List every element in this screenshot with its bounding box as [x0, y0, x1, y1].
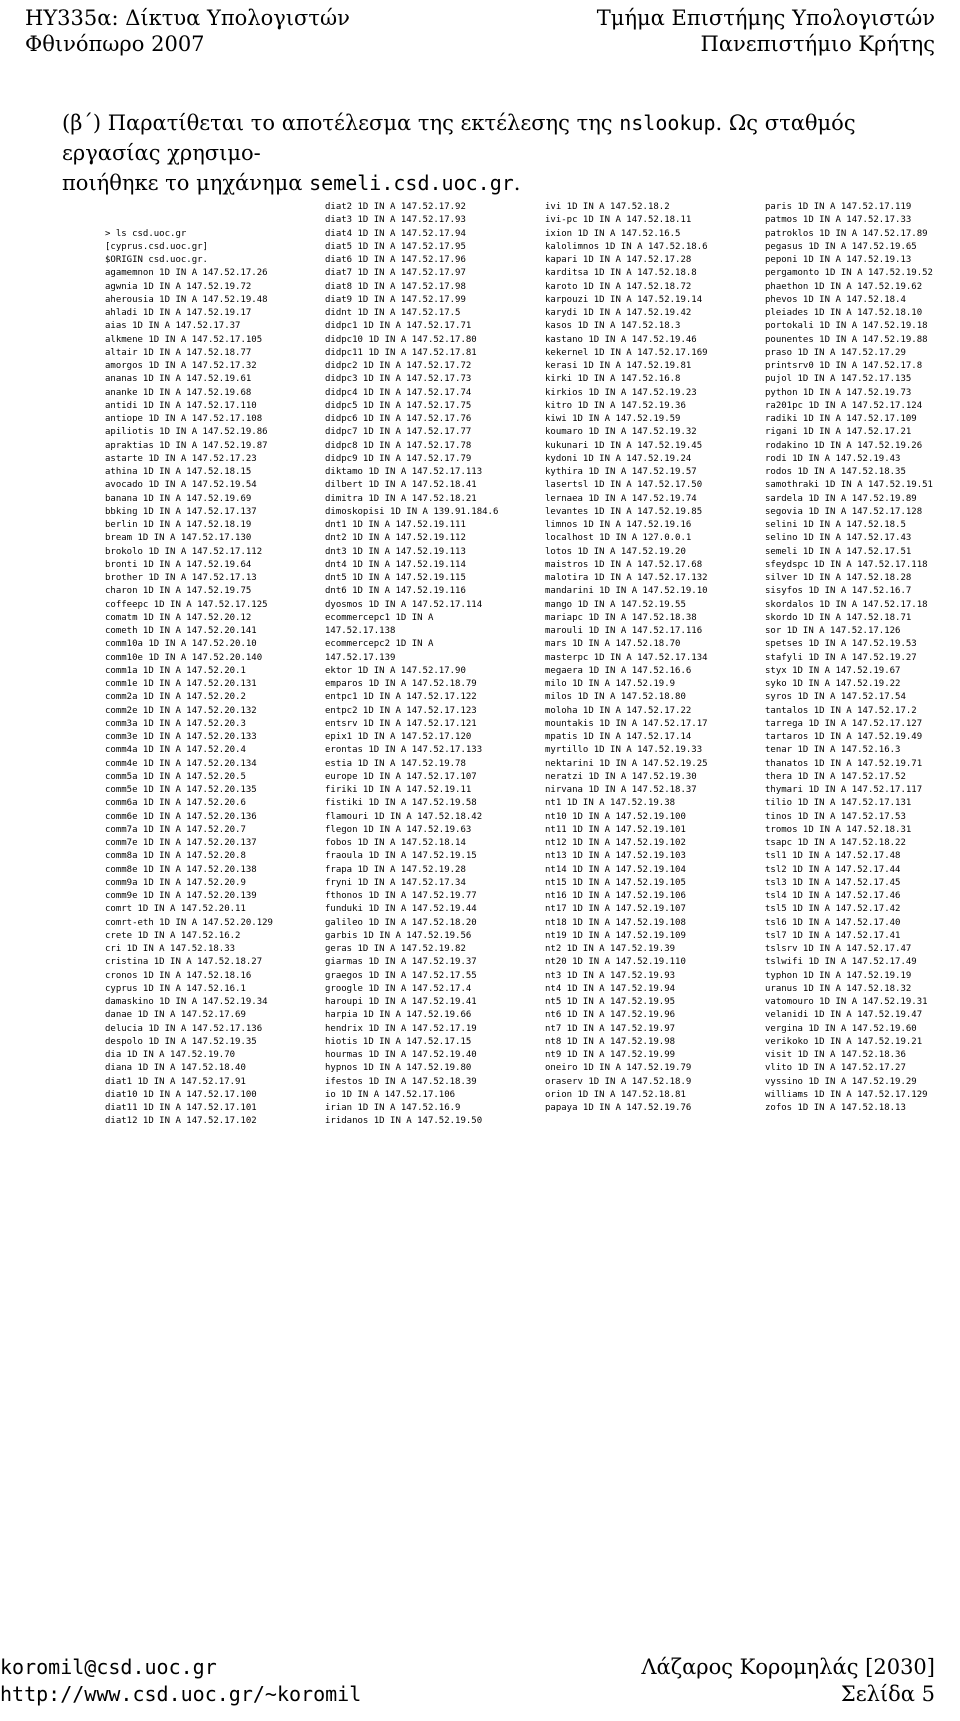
dns-record-line: mountakis 1D IN A 147.52.17.17 — [545, 718, 708, 729]
dns-record-line: thymari 1D IN A 147.52.17.117 — [765, 785, 923, 795]
page-header-left — [25, 5, 350, 57]
dns-record-line: comm8e 1D IN A 147.52.20.138 — [105, 864, 257, 875]
dns-record-line: dnt3 1D IN A 147.52.19.113 — [325, 546, 466, 557]
dns-record-line: nt1 1D IN A 147.52.19.38 — [545, 798, 676, 809]
dns-record-line: marouli 1D IN A 147.52.17.116 — [545, 626, 703, 636]
dns-record-line: maistros 1D IN A 147.52.17.68 — [545, 559, 703, 570]
dns-record-line: papaya 1D IN A 147.52.19.76 — [545, 1103, 692, 1113]
dns-record-line: portokali 1D IN A 147.52.19.18 — [765, 321, 928, 332]
dns-record-line: ahladi 1D IN A 147.52.19.17 — [105, 308, 252, 318]
dns-record-line: charon 1D IN A 147.52.19.75 — [105, 586, 252, 597]
dns-record-line: fthonos 1D IN A 147.52.19.77 — [325, 891, 477, 901]
dns-record-line: nirvana 1D IN A 147.52.18.37 — [545, 785, 697, 795]
dns-record-line: didpc4 1D IN A 147.52.17.74 — [325, 387, 472, 398]
dns-record-line: localhost 1D IN A 127.0.0.1 — [545, 533, 692, 544]
dns-record-line: comm1a 1D IN A 147.52.20.1 — [105, 665, 246, 676]
dns-record-line: didpc7 1D IN A 147.52.17.77 — [325, 427, 472, 438]
dns-record-line: dnt1 1D IN A 147.52.19.111 — [325, 520, 466, 530]
dns-record-line: garbis 1D IN A 147.52.19.56 — [325, 930, 472, 941]
dns-record-line: kiwi 1D IN A 147.52.19.59 — [545, 414, 681, 424]
dns-record-line: cometh 1D IN A 147.52.20.141 — [105, 626, 257, 636]
dns-record-line: brokolo 1D IN A 147.52.17.112 — [105, 546, 263, 557]
dns-record-line: apiliotis 1D IN A 147.52.19.86 — [105, 427, 268, 438]
dns-record-line: pounentes 1D IN A 147.52.19.88 — [765, 334, 928, 345]
dns-record-line: sfeydspc 1D IN A 147.52.17.118 — [765, 559, 928, 570]
dns-record-line: thera 1D IN A 147.52.17.52 — [765, 771, 906, 782]
semester: Φθινόπωρο 2007 — [25, 32, 205, 56]
dns-record-line: haroupi 1D IN A 147.52.19.41 — [325, 997, 477, 1007]
dns-record-line: kukunari 1D IN A 147.52.19.45 — [545, 440, 703, 451]
dns-record-line: milos 1D IN A 147.52.18.80 — [545, 692, 686, 703]
dns-record-line: skordalos 1D IN A 147.52.17.18 — [765, 599, 928, 610]
dns-record-line: diat4 1D IN A 147.52.17.94 — [325, 228, 466, 239]
listing-column-2 — [325, 201, 540, 1129]
dns-record-line: paris 1D IN A 147.52.17.119 — [765, 202, 912, 212]
dns-record-line: cri 1D IN A 147.52.18.33 — [105, 944, 236, 954]
dns-record-line: tilio 1D IN A 147.52.17.131 — [765, 798, 912, 809]
dns-record-line: thanatos 1D IN A 147.52.19.71 — [765, 758, 923, 769]
dns-record-line: harpia 1D IN A 147.52.19.66 — [325, 1010, 472, 1021]
intro-text-4: . — [513, 171, 521, 195]
dns-record-line: cyprus 1D IN A 147.52.16.1 — [105, 983, 246, 994]
dns-record-line: semeli 1D IN A 147.52.17.51 — [765, 546, 912, 557]
intro-paragraph — [62, 108, 922, 198]
dns-record-line: giarmas 1D IN A 147.52.19.37 — [325, 957, 477, 968]
dns-record-line: moloha 1D IN A 147.52.17.22 — [545, 705, 692, 716]
dns-record-line: bronti 1D IN A 147.52.19.64 — [105, 559, 252, 570]
dns-record-line: firiki 1D IN A 147.52.19.11 — [325, 785, 472, 795]
dns-record-line: groogle 1D IN A 147.52.17.4 — [325, 983, 472, 994]
dns-record-line: diat12 1D IN A 147.52.17.102 — [105, 1116, 257, 1127]
dns-record-line: entsrv 1D IN A 147.52.17.121 — [325, 718, 477, 729]
dns-record-line: comm3e 1D IN A 147.52.20.133 — [105, 732, 257, 742]
dns-record-line: nt2 1D IN A 147.52.19.39 — [545, 944, 676, 954]
dns-record-line: levantes 1D IN A 147.52.19.85 — [545, 506, 703, 517]
dns-record-line: nt4 1D IN A 147.52.19.94 — [545, 983, 676, 994]
dns-record-line: visit 1D IN A 147.52.18.36 — [765, 1050, 906, 1060]
dns-record-line: verikoko 1D IN A 147.52.19.21 — [765, 1036, 923, 1047]
dns-record-line: vergina 1D IN A 147.52.19.60 — [765, 1023, 917, 1034]
dns-record-line: styx 1D IN A 147.52.19.67 — [765, 665, 901, 676]
page-header-right — [597, 5, 935, 57]
dns-record-line: didpc1 1D IN A 147.52.17.71 — [325, 321, 472, 332]
dns-record-line: rodos 1D IN A 147.52.18.35 — [765, 467, 906, 477]
dns-record-line: dia 1D IN A 147.52.19.70 — [105, 1050, 236, 1060]
intro-text-3: ποιήθηκε το μηχάνημα — [62, 171, 310, 195]
dns-record-line: irian 1D IN A 147.52.16.9 — [325, 1103, 461, 1113]
dns-record-line: diat8 1D IN A 147.52.17.98 — [325, 281, 466, 292]
course-title: ΗΥ335α: Δίκτυα Υπολογιστών — [25, 6, 350, 30]
dns-record-line: mariapc 1D IN A 147.52.18.38 — [545, 612, 697, 623]
dns-record-line: oneiro 1D IN A 147.52.19.79 — [545, 1063, 692, 1074]
dns-record-line: patmos 1D IN A 147.52.17.33 — [765, 215, 912, 226]
dns-record-line: oraserv 1D IN A 147.52.18.9 — [545, 1076, 692, 1087]
dns-record-line: mandarini 1D IN A 147.52.19.10 — [545, 586, 708, 597]
dns-record-line: estia 1D IN A 147.52.19.78 — [325, 758, 466, 769]
dns-record-line: banana 1D IN A 147.52.19.69 — [105, 493, 252, 504]
dns-record-line: dnt4 1D IN A 147.52.19.114 — [325, 559, 466, 570]
dns-record-line: nt12 1D IN A 147.52.19.102 — [545, 838, 686, 848]
dns-record-line: pegasus 1D IN A 147.52.19.65 — [765, 241, 917, 252]
dns-record-line: fraoula 1D IN A 147.52.19.15 — [325, 851, 477, 862]
dns-record-line: diat2 1D IN A 147.52.17.92 — [325, 202, 466, 212]
dns-record-line: printsrv0 1D IN A 147.52.17.8 — [765, 361, 923, 371]
dns-record-line: samothraki 1D IN A 147.52.19.51 — [765, 480, 933, 491]
dns-record-line: nt20 1D IN A 147.52.19.110 — [545, 957, 686, 968]
dns-record-line: tsapc 1D IN A 147.52.18.22 — [765, 838, 906, 848]
dns-record-line: europe 1D IN A 147.52.17.107 — [325, 771, 477, 782]
dns-record-line: myrtillo 1D IN A 147.52.19.33 — [545, 745, 703, 756]
dns-record-line: karydi 1D IN A 147.52.19.42 — [545, 308, 692, 318]
dns-record-line: velanidi 1D IN A 147.52.19.47 — [765, 1010, 923, 1021]
dns-record-line: bbking 1D IN A 147.52.17.137 — [105, 506, 257, 517]
dns-record-line: tsl1 1D IN A 147.52.17.48 — [765, 851, 901, 862]
dns-record-line: tsl4 1D IN A 147.52.17.46 — [765, 891, 901, 901]
dns-record-line: epix1 1D IN A 147.52.17.120 — [325, 732, 472, 742]
dns-record-line: cronos 1D IN A 147.52.18.16 — [105, 970, 252, 981]
dns-record-line: brother 1D IN A 147.52.17.13 — [105, 573, 257, 583]
dns-record-line: kapari 1D IN A 147.52.17.28 — [545, 255, 692, 265]
dns-record-line: karditsa 1D IN A 147.52.18.8 — [545, 268, 697, 279]
dns-record-line: didpc9 1D IN A 147.52.17.79 — [325, 453, 472, 464]
dns-record-line: kydoni 1D IN A 147.52.19.24 — [545, 453, 692, 464]
dns-record-line: 147.52.17.139 — [325, 652, 396, 663]
dns-record-line: sisyfos 1D IN A 147.52.16.7 — [765, 586, 912, 597]
dns-record-line: dilbert 1D IN A 147.52.18.41 — [325, 480, 477, 491]
dns-record-line: comm5e 1D IN A 147.52.20.135 — [105, 785, 257, 795]
intro-text-2: . Ως σταθμός εργασίας χρησιμο- — [62, 111, 856, 165]
dns-record-line: lotos 1D IN A 147.52.19.20 — [545, 546, 686, 557]
dns-record-line: sor 1D IN A 147.52.17.126 — [765, 626, 901, 636]
dns-record-line: iridanos 1D IN A 147.52.19.50 — [325, 1116, 483, 1127]
dns-record-line: comm10a 1D IN A 147.52.20.10 — [105, 639, 257, 650]
dns-record-line: diana 1D IN A 147.52.18.40 — [105, 1063, 246, 1074]
dns-record-line: tantalos 1D IN A 147.52.17.2 — [765, 705, 917, 716]
dns-record-line: ifestos 1D IN A 147.52.18.39 — [325, 1076, 477, 1087]
dns-record-line: comm4e 1D IN A 147.52.20.134 — [105, 758, 257, 769]
dns-record-line: zofos 1D IN A 147.52.18.13 — [765, 1103, 906, 1113]
dns-record-line: comm10e 1D IN A 147.52.20.140 — [105, 652, 263, 663]
dns-record-line: peponi 1D IN A 147.52.19.13 — [765, 255, 912, 265]
dns-record-line: aherousia 1D IN A 147.52.19.48 — [105, 294, 268, 305]
listing-column-4 — [765, 201, 955, 1115]
dns-record-line: didpc8 1D IN A 147.52.17.78 — [325, 440, 472, 451]
dns-record-line: hourmas 1D IN A 147.52.19.40 — [325, 1050, 477, 1060]
dns-record-line: dnt5 1D IN A 147.52.19.115 — [325, 573, 466, 583]
dns-record-line: patroklos 1D IN A 147.52.17.89 — [765, 228, 928, 239]
dns-record-line: phaethon 1D IN A 147.52.19.62 — [765, 281, 923, 292]
dns-record-line: mango 1D IN A 147.52.19.55 — [545, 599, 686, 610]
dns-record-line: alkmene 1D IN A 147.52.17.105 — [105, 334, 263, 345]
dns-record-line: diat9 1D IN A 147.52.17.99 — [325, 294, 466, 305]
dns-record-line: comm7e 1D IN A 147.52.20.137 — [105, 838, 257, 848]
dns-record-line: pleiades 1D IN A 147.52.18.10 — [765, 308, 923, 318]
dns-record-line: erontas 1D IN A 147.52.17.133 — [325, 745, 483, 756]
dns-record-line: rodi 1D IN A 147.52.19.43 — [765, 453, 901, 464]
dns-record-line: kirki 1D IN A 147.52.16.8 — [545, 374, 681, 385]
dns-record-line: comm8a 1D IN A 147.52.20.8 — [105, 851, 246, 862]
dns-record-line: damaskino 1D IN A 147.52.19.34 — [105, 997, 268, 1007]
dns-record-line: antidi 1D IN A 147.52.17.110 — [105, 400, 257, 411]
listing-column-1 — [105, 228, 320, 1129]
dns-record-line: nt18 1D IN A 147.52.19.108 — [545, 917, 686, 928]
dns-record-line: didpc6 1D IN A 147.52.17.76 — [325, 414, 472, 424]
dns-record-line: silver 1D IN A 147.52.18.28 — [765, 573, 912, 583]
dns-record-line: emparos 1D IN A 147.52.18.79 — [325, 679, 477, 689]
dns-record-line: > ls csd.uoc.gr — [105, 228, 187, 239]
dns-record-line: altair 1D IN A 147.52.18.77 — [105, 347, 252, 358]
dns-record-line: nt15 1D IN A 147.52.19.105 — [545, 877, 686, 888]
dns-record-line: didpc5 1D IN A 147.52.17.75 — [325, 400, 472, 411]
dns-record-line: phevos 1D IN A 147.52.18.4 — [765, 294, 906, 305]
dns-record-line: nt11 1D IN A 147.52.19.101 — [545, 824, 686, 835]
dns-record-line: selini 1D IN A 147.52.18.5 — [765, 520, 906, 530]
dns-record-line: stafyli 1D IN A 147.52.19.27 — [765, 652, 917, 663]
dns-record-line: tsl5 1D IN A 147.52.17.42 — [765, 904, 901, 915]
dns-record-line: fobos 1D IN A 147.52.18.14 — [325, 838, 466, 848]
dns-record-line: uranus 1D IN A 147.52.18.32 — [765, 983, 912, 994]
dns-record-line: vyssino 1D IN A 147.52.19.29 — [765, 1076, 917, 1087]
page-footer-left — [0, 1654, 361, 1708]
dns-record-line: kekernel 1D IN A 147.52.17.169 — [545, 347, 708, 358]
dns-record-line: kasos 1D IN A 147.52.18.3 — [545, 321, 681, 332]
dns-record-line: geras 1D IN A 147.52.19.82 — [325, 944, 466, 954]
dns-record-line: diat6 1D IN A 147.52.17.96 — [325, 255, 466, 265]
dns-record-line: bream 1D IN A 147.52.17.130 — [105, 533, 252, 544]
dns-record-line: io 1D IN A 147.52.17.106 — [325, 1089, 456, 1100]
host-name: semeli.csd.uoc.gr — [309, 171, 514, 195]
dns-record-line: ananas 1D IN A 147.52.19.61 — [105, 374, 252, 385]
dns-record-line: delucia 1D IN A 147.52.17.136 — [105, 1023, 263, 1034]
dns-record-line: sardela 1D IN A 147.52.19.89 — [765, 493, 917, 504]
dns-record-line: ixion 1D IN A 147.52.16.5 — [545, 228, 681, 239]
page-number: Σελίδα 5 — [840, 1682, 935, 1706]
dns-record-line: neratzi 1D IN A 147.52.19.30 — [545, 771, 697, 782]
university: Πανεπιστήμιο Κρήτης — [700, 32, 935, 56]
dns-record-line: comatm 1D IN A 147.52.20.12 — [105, 612, 252, 623]
dns-record-line: fryni 1D IN A 147.52.17.34 — [325, 877, 466, 888]
dns-record-line: syko 1D IN A 147.52.19.22 — [765, 679, 901, 689]
listing-column-3 — [545, 201, 760, 1115]
dns-record-line: nt19 1D IN A 147.52.19.109 — [545, 930, 686, 941]
dns-record-line: tslwifi 1D IN A 147.52.17.49 — [765, 957, 917, 968]
dns-record-line: selino 1D IN A 147.52.17.43 — [765, 533, 912, 544]
dns-record-line: diktamo 1D IN A 147.52.17.113 — [325, 467, 483, 477]
dns-record-line: praso 1D IN A 147.52.17.29 — [765, 347, 906, 358]
dns-record-line: vlito 1D IN A 147.52.17.27 — [765, 1063, 906, 1074]
dns-record-line: diat11 1D IN A 147.52.17.101 — [105, 1103, 257, 1113]
dns-record-line: kastano 1D IN A 147.52.19.46 — [545, 334, 697, 345]
dns-record-line: kitro 1D IN A 147.52.19.36 — [545, 400, 686, 411]
dns-record-line: antiope 1D IN A 147.52.17.108 — [105, 414, 263, 424]
dns-record-line: dimoskopisi 1D IN A 139.91.184.6 — [325, 506, 499, 517]
dns-record-line: diat7 1D IN A 147.52.17.97 — [325, 268, 466, 279]
dns-record-line: dnt6 1D IN A 147.52.19.116 — [325, 586, 466, 597]
dns-record-line: pergamonto 1D IN A 147.52.19.52 — [765, 268, 933, 279]
dns-record-line: aias 1D IN A 147.52.17.37 — [105, 321, 241, 332]
dns-record-line: comm6a 1D IN A 147.52.20.6 — [105, 798, 246, 809]
dns-record-line: tsl2 1D IN A 147.52.17.44 — [765, 864, 901, 875]
dns-record-line: agwnia 1D IN A 147.52.19.72 — [105, 281, 252, 292]
dns-record-line: tsl6 1D IN A 147.52.17.40 — [765, 917, 901, 928]
dns-record-line: didpc3 1D IN A 147.52.17.73 — [325, 374, 472, 385]
dns-record-line: tsl3 1D IN A 147.52.17.45 — [765, 877, 901, 888]
dns-record-line: comm2a 1D IN A 147.52.20.2 — [105, 692, 246, 703]
dns-record-line: nt9 1D IN A 147.52.19.99 — [545, 1050, 676, 1060]
dns-record-line: karpouzi 1D IN A 147.52.19.14 — [545, 294, 703, 305]
dns-record-line: agamemnon 1D IN A 147.52.17.26 — [105, 268, 268, 279]
dns-record-line: tenar 1D IN A 147.52.16.3 — [765, 745, 901, 756]
dns-record-line: nt7 1D IN A 147.52.19.97 — [545, 1023, 676, 1034]
dns-record-line: radiki 1D IN A 147.52.17.109 — [765, 414, 917, 424]
dns-record-line: diat3 1D IN A 147.52.17.93 — [325, 215, 466, 226]
dns-record-line: amorgos 1D IN A 147.52.17.32 — [105, 361, 257, 371]
dns-record-line: ananke 1D IN A 147.52.19.68 — [105, 387, 252, 398]
dns-record-line: tromos 1D IN A 147.52.18.31 — [765, 824, 912, 835]
page-footer-right — [641, 1654, 935, 1708]
command-name: nslookup — [619, 111, 716, 135]
dns-record-line: comm3a 1D IN A 147.52.20.3 — [105, 718, 246, 729]
dns-record-line: ivi 1D IN A 147.52.18.2 — [545, 202, 670, 212]
dns-record-line: athina 1D IN A 147.52.18.15 — [105, 467, 252, 477]
dns-record-line: mars 1D IN A 147.52.18.70 — [545, 639, 681, 650]
dns-record-line: nt3 1D IN A 147.52.19.93 — [545, 970, 676, 981]
dns-record-line: skordo 1D IN A 147.52.18.71 — [765, 612, 912, 623]
dns-record-line: kerasi 1D IN A 147.52.19.81 — [545, 361, 692, 371]
dns-record-line: comm1e 1D IN A 147.52.20.131 — [105, 679, 257, 689]
dns-record-line: comm9a 1D IN A 147.52.20.9 — [105, 877, 246, 888]
dns-record-line: [cyprus.csd.uoc.gr] — [105, 241, 208, 252]
dns-record-line: flegon 1D IN A 147.52.19.63 — [325, 824, 472, 835]
dns-record-line: tinos 1D IN A 147.52.17.53 — [765, 811, 906, 822]
dns-record-line: ecommercepc1 1D IN A — [325, 612, 434, 623]
dns-record-line: comrt 1D IN A 147.52.20.11 — [105, 904, 246, 915]
author-email: koromil@csd.uoc.gr — [0, 1655, 217, 1679]
dns-record-line: nt5 1D IN A 147.52.19.95 — [545, 997, 676, 1007]
dns-record-line: comrt-eth 1D IN A 147.52.20.129 — [105, 917, 273, 928]
dns-record-line: comm7a 1D IN A 147.52.20.7 — [105, 824, 246, 835]
dns-record-line: astarte 1D IN A 147.52.17.23 — [105, 453, 257, 464]
dns-record-line: python 1D IN A 147.52.19.73 — [765, 387, 912, 398]
dns-record-line: ektor 1D IN A 147.52.17.90 — [325, 665, 466, 676]
dns-record-line: tslsrv 1D IN A 147.52.17.47 — [765, 944, 912, 954]
author-url: http://www.csd.uoc.gr/~koromil — [0, 1682, 362, 1706]
dns-record-line: ra201pc 1D IN A 147.52.17.124 — [765, 400, 923, 411]
dns-record-line: limnos 1D IN A 147.52.19.16 — [545, 520, 692, 530]
dns-record-line: nt16 1D IN A 147.52.19.106 — [545, 891, 686, 901]
dns-record-line: 147.52.17.138 — [325, 626, 396, 636]
dns-record-line: nt6 1D IN A 147.52.19.96 — [545, 1010, 676, 1021]
dns-record-line: comm4a 1D IN A 147.52.20.4 — [105, 745, 246, 756]
department: Τμήμα Επιστήμης Υπολογιστών — [596, 6, 935, 30]
dns-record-line: avocado 1D IN A 147.52.19.54 — [105, 480, 257, 491]
dns-record-line: berlin 1D IN A 147.52.18.19 — [105, 520, 252, 530]
dns-record-line: malotira 1D IN A 147.52.17.132 — [545, 573, 708, 583]
dns-record-line: masterpc 1D IN A 147.52.17.134 — [545, 652, 708, 663]
dns-record-line: tarrega 1D IN A 147.52.17.127 — [765, 718, 923, 729]
dns-record-line: kythira 1D IN A 147.52.19.57 — [545, 467, 697, 477]
dns-record-line: apraktias 1D IN A 147.52.19.87 — [105, 440, 268, 451]
dns-record-line: mpatis 1D IN A 147.52.17.14 — [545, 732, 692, 742]
dns-record-line: dyosmos 1D IN A 147.52.17.114 — [325, 599, 483, 610]
dns-record-line: typhon 1D IN A 147.52.19.19 — [765, 970, 912, 981]
dns-record-line: karoto 1D IN A 147.52.18.72 — [545, 281, 692, 292]
dns-record-line: nt14 1D IN A 147.52.19.104 — [545, 864, 686, 875]
dns-record-line: pujol 1D IN A 147.52.17.135 — [765, 374, 912, 385]
dns-record-line: coffeepc 1D IN A 147.52.17.125 — [105, 599, 268, 610]
dns-record-line: funduki 1D IN A 147.52.19.44 — [325, 904, 477, 915]
dns-record-line: nt8 1D IN A 147.52.19.98 — [545, 1036, 676, 1047]
intro-text-1: (β΄) Παρατίθεται το αποτέλεσμα της εκτέλεσης της — [62, 111, 620, 135]
dns-record-line: kirkios 1D IN A 147.52.19.23 — [545, 387, 697, 398]
dns-record-line: dimitra 1D IN A 147.52.18.21 — [325, 493, 477, 504]
dns-record-line: milo 1D IN A 147.52.19.9 — [545, 679, 676, 689]
dns-record-line: lernaea 1D IN A 147.52.19.74 — [545, 493, 697, 504]
dns-record-line: orion 1D IN A 147.52.18.81 — [545, 1089, 686, 1100]
dns-record-line: crete 1D IN A 147.52.16.2 — [105, 930, 241, 941]
dns-record-line: $ORIGIN csd.uoc.gr. — [105, 255, 208, 265]
dns-record-line: comm5a 1D IN A 147.52.20.5 — [105, 771, 246, 782]
dns-record-line: segovia 1D IN A 147.52.17.128 — [765, 506, 923, 517]
dns-record-line: entpc1 1D IN A 147.52.17.122 — [325, 692, 477, 703]
dns-record-line: entpc2 1D IN A 147.52.17.123 — [325, 705, 477, 716]
dns-record-line: diat10 1D IN A 147.52.17.100 — [105, 1089, 257, 1100]
dns-record-line: koumaro 1D IN A 147.52.19.32 — [545, 427, 697, 438]
dns-record-line: didnt 1D IN A 147.52.17.5 — [325, 308, 461, 318]
dns-record-line: dnt2 1D IN A 147.52.19.112 — [325, 533, 466, 544]
dns-record-line: hypnos 1D IN A 147.52.19.80 — [325, 1063, 472, 1074]
dns-record-line: nektarini 1D IN A 147.52.19.25 — [545, 758, 708, 769]
dns-record-line: vatomouro 1D IN A 147.52.19.31 — [765, 997, 928, 1007]
dns-record-line: megaera 1D IN A 147.52.16.6 — [545, 665, 692, 676]
author-name: Λάζαρος Κορομηλάς [2030] — [641, 1655, 935, 1679]
dns-record-line: hendrix 1D IN A 147.52.17.19 — [325, 1023, 477, 1034]
dns-record-line: rodakino 1D IN A 147.52.19.26 — [765, 440, 923, 451]
dns-record-line: despolo 1D IN A 147.52.19.35 — [105, 1036, 257, 1047]
dns-record-line: syros 1D IN A 147.52.17.54 — [765, 692, 906, 703]
dns-record-line: tsl7 1D IN A 147.52.17.41 — [765, 930, 901, 941]
dns-record-line: diat5 1D IN A 147.52.17.95 — [325, 241, 466, 252]
dns-record-line: didpc2 1D IN A 147.52.17.72 — [325, 361, 472, 371]
dns-record-line: frapa 1D IN A 147.52.19.28 — [325, 864, 466, 875]
dns-record-line: hiotis 1D IN A 147.52.17.15 — [325, 1036, 472, 1047]
dns-record-line: comm6e 1D IN A 147.52.20.136 — [105, 811, 257, 822]
dns-record-line: danae 1D IN A 147.52.17.69 — [105, 1010, 246, 1021]
dns-record-line: spetses 1D IN A 147.52.19.53 — [765, 639, 917, 650]
dns-record-line: nt10 1D IN A 147.52.19.100 — [545, 811, 686, 822]
dns-record-line: lasertsl 1D IN A 147.52.17.50 — [545, 480, 703, 491]
dns-record-line: flamouri 1D IN A 147.52.18.42 — [325, 811, 483, 822]
dns-record-line: ivi-pc 1D IN A 147.52.18.11 — [545, 215, 692, 226]
dns-record-line: didpc11 1D IN A 147.52.17.81 — [325, 347, 477, 358]
dns-record-line: comm2e 1D IN A 147.52.20.132 — [105, 705, 257, 716]
dns-record-line: comm9e 1D IN A 147.52.20.139 — [105, 891, 257, 901]
dns-record-line: didpc10 1D IN A 147.52.17.80 — [325, 334, 477, 345]
dns-record-line: nt13 1D IN A 147.52.19.103 — [545, 851, 686, 862]
dns-record-line: cristina 1D IN A 147.52.18.27 — [105, 957, 263, 968]
dns-record-line: rigani 1D IN A 147.52.17.21 — [765, 427, 912, 438]
dns-record-line: nt17 1D IN A 147.52.19.107 — [545, 904, 686, 915]
dns-record-line: williams 1D IN A 147.52.17.129 — [765, 1089, 928, 1100]
dns-record-line: galileo 1D IN A 147.52.18.20 — [325, 917, 477, 928]
dns-record-line: graegos 1D IN A 147.52.17.55 — [325, 970, 477, 981]
dns-record-line: diat1 1D IN A 147.52.17.91 — [105, 1076, 246, 1087]
dns-record-line: tartaros 1D IN A 147.52.19.49 — [765, 732, 923, 742]
dns-record-line: ecommercepc2 1D IN A — [325, 639, 434, 650]
dns-record-line: fistiki 1D IN A 147.52.19.58 — [325, 798, 477, 809]
dns-record-line: kalolimnos 1D IN A 147.52.18.6 — [545, 241, 708, 252]
